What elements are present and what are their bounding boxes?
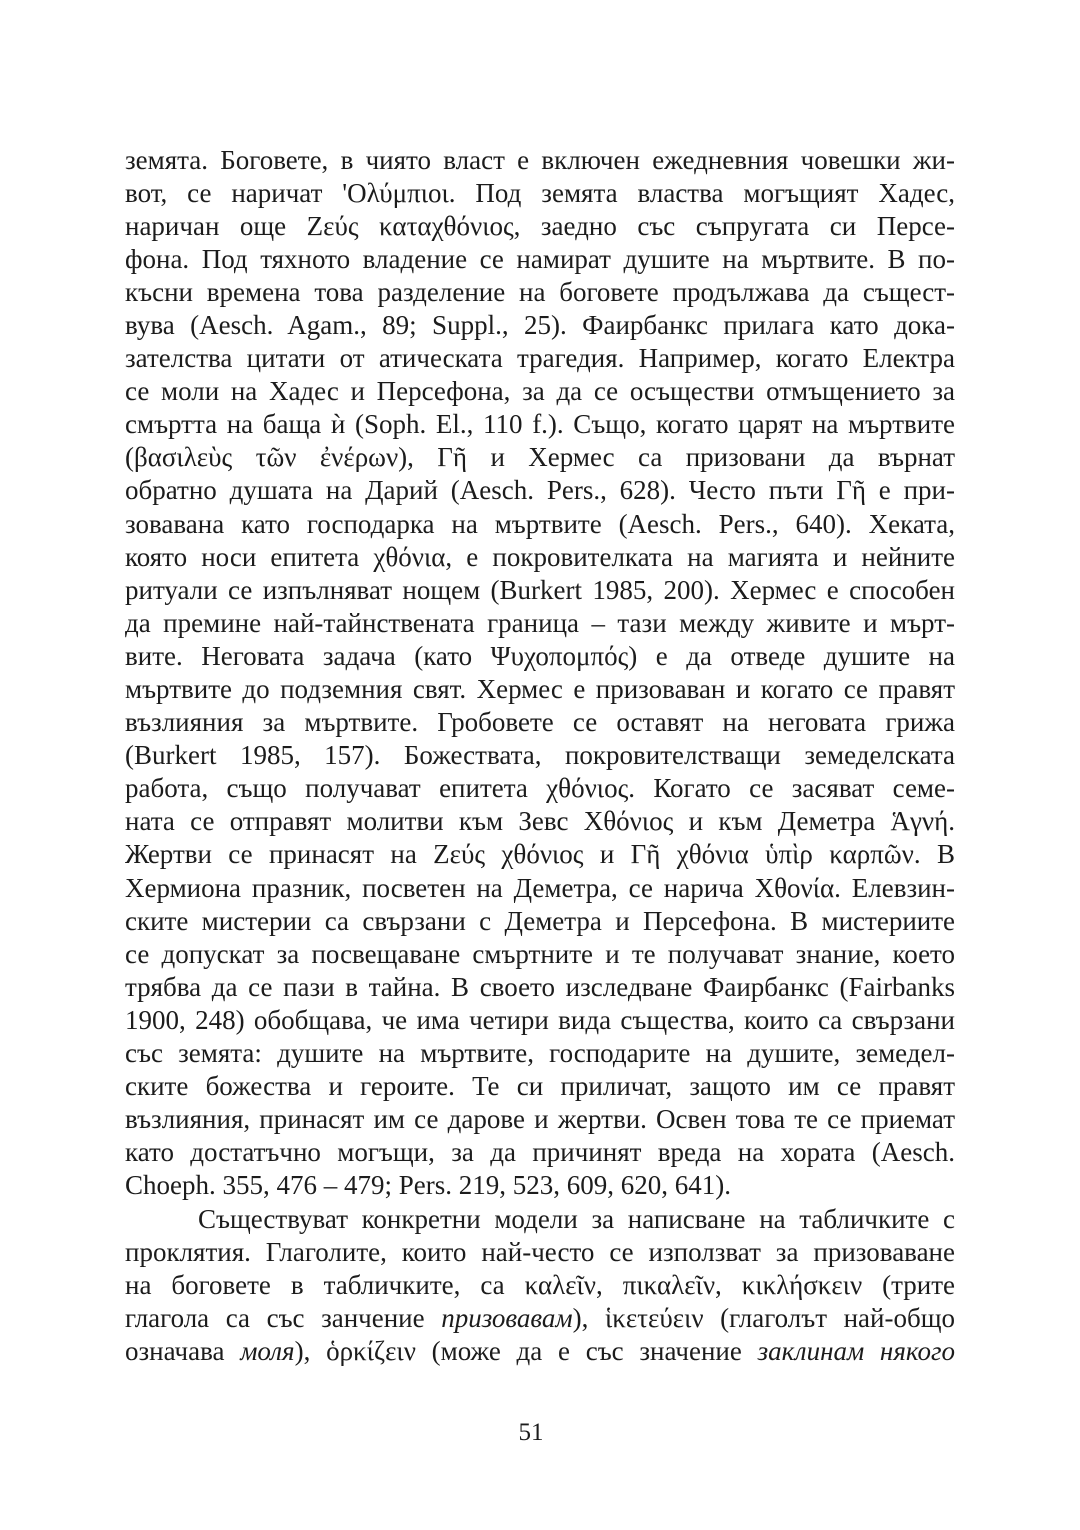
text-line: се моли на Хадес и Персефона, за да се осъществи отмъщението за xyxy=(125,376,955,407)
text-line: се допускат за посвещаване смъртните и те получават знание, което xyxy=(125,938,955,969)
text-line: вува (Aesch. Agam., 89; Suppl., 25). Фаирбанкс прилага като дока- xyxy=(125,309,955,340)
italic-term: заклинам някого xyxy=(757,1335,955,1366)
text-line: да премине най-тайнствената граница – тази между живите и мърт- xyxy=(125,607,955,638)
text-line: (Burkert 1985, 157). Божествата, покровителстващи земеделската xyxy=(125,740,955,771)
text-line: обратно душата на Дарий (Aesch. Pers., 628). Често пъти Γῆ е при- xyxy=(125,475,955,506)
text-line: (βασιλεὺς τῶν ἐνέρων), Γῆ и Хермес са призовани да върнат xyxy=(125,442,955,473)
text-line: 1900, 248) обобщава, че има четири вида същества, които са свързани xyxy=(125,1004,955,1035)
text-line: Жертви се принасят на Ζεύς χθόνιος и Γῆ χθόνια ὑπὶρ καρπῶν. В xyxy=(125,839,955,870)
paragraph xyxy=(125,1203,955,1368)
text-line: възлияния за мъртвите. Гробовете се оставят на неговата грижа xyxy=(125,707,955,738)
text-line: като достатъчно могъщи, за да причинят вреда на хората (Aesch. xyxy=(125,1137,955,1168)
text-line: зовавана като господарка на мъртвите (Aesch. Pers., 640). Хеката, xyxy=(125,508,955,539)
text-line: Съществуват конкретни модели за написване на табличките с xyxy=(198,1203,955,1234)
text-line: ритуали се изпълняват нощем (Burkert 1985, 200). Хермес е способен xyxy=(125,574,955,605)
text-line: ските мистерии са свързани с Деметра и Персефона. В мистериите xyxy=(125,905,955,936)
text-line: на боговете в табличките, са καλεῖν, πικαλεῖν, κικλήσκειν (трите xyxy=(125,1269,955,1300)
text-line: вот, се наричат 'Ολύμπιοι. Под земята властва могъщият Хадес, xyxy=(125,177,955,208)
text-segment: означава xyxy=(125,1335,241,1366)
text-line xyxy=(125,1335,955,1368)
text-line: зателства цитати от атическата трагедия. Например, когато Електра xyxy=(125,343,955,374)
main-text xyxy=(125,144,955,1368)
text-line: която носи епитета χθόνια, е покровителката на магията и нейните xyxy=(125,541,955,572)
text-line: вите. Неговата задача (като Ψυχοπομπός) е да отведе душите на xyxy=(125,640,955,671)
text-line xyxy=(125,1302,955,1335)
text-segment: ), ἱκετεύειν (глаголът най-общо xyxy=(572,1302,955,1333)
text-line: наричан още Ζεύς καταχθόνιος, заедно със съпругата си Персе- xyxy=(125,210,955,241)
text-line: земята. Боговете, в чиято власт е включен ежедневния човешки жи- xyxy=(125,144,955,175)
text-line: възлияния, принасят им се дарове и жертви. Освен това те се приемат xyxy=(125,1104,955,1135)
text-line: Choeph. 355, 476 – 479; Pers. 219, 523, 609, 620, 641). xyxy=(125,1170,731,1201)
page-number: 51 xyxy=(518,1419,544,1446)
text-line: ната се отправят молитви към Зевс Χθόνιος и към Деметра Ἁγνή. xyxy=(125,806,955,837)
text-line: със земята: душите на мъртвите, господарите на душите, земедел- xyxy=(125,1038,955,1069)
text-line: ските божества и героите. Те си приличат, защото им се правят xyxy=(125,1071,955,1102)
text-line: трябва да се пази в тайна. В своето изследване Фаирбанкс (Fairbanks xyxy=(125,971,955,1002)
text-segment: ), ὁρκίζειν (може да е със значение xyxy=(294,1335,758,1366)
text-line: работа, също получават епитета χθόνιος. Когато се засяват семе- xyxy=(125,773,955,804)
paragraph xyxy=(125,144,955,1203)
text-line: късни времена това разделение на боговете продължава да същест- xyxy=(125,276,955,307)
text-line: фона. Под тяхното владение се намират душите на мъртвите. В по- xyxy=(125,243,955,274)
italic-term: призовавам xyxy=(441,1302,573,1333)
text-line: проклятия. Глаголите, които най-често се използват за призоваване xyxy=(125,1236,955,1267)
text-line: мъртвите до подземния свят. Хермес е призоваван и когато се правят xyxy=(125,674,955,704)
italic-term: моля xyxy=(240,1335,295,1366)
text-line: Хермиона празник, посветен на Деметра, се нарича Χθονία. Елевзин- xyxy=(125,872,955,903)
text-segment: глагола са със занчение xyxy=(125,1302,442,1333)
text-line: смъртта на баща ѝ (Soph. El., 110 f.). Също, когато царят на мъртвите xyxy=(125,409,955,440)
